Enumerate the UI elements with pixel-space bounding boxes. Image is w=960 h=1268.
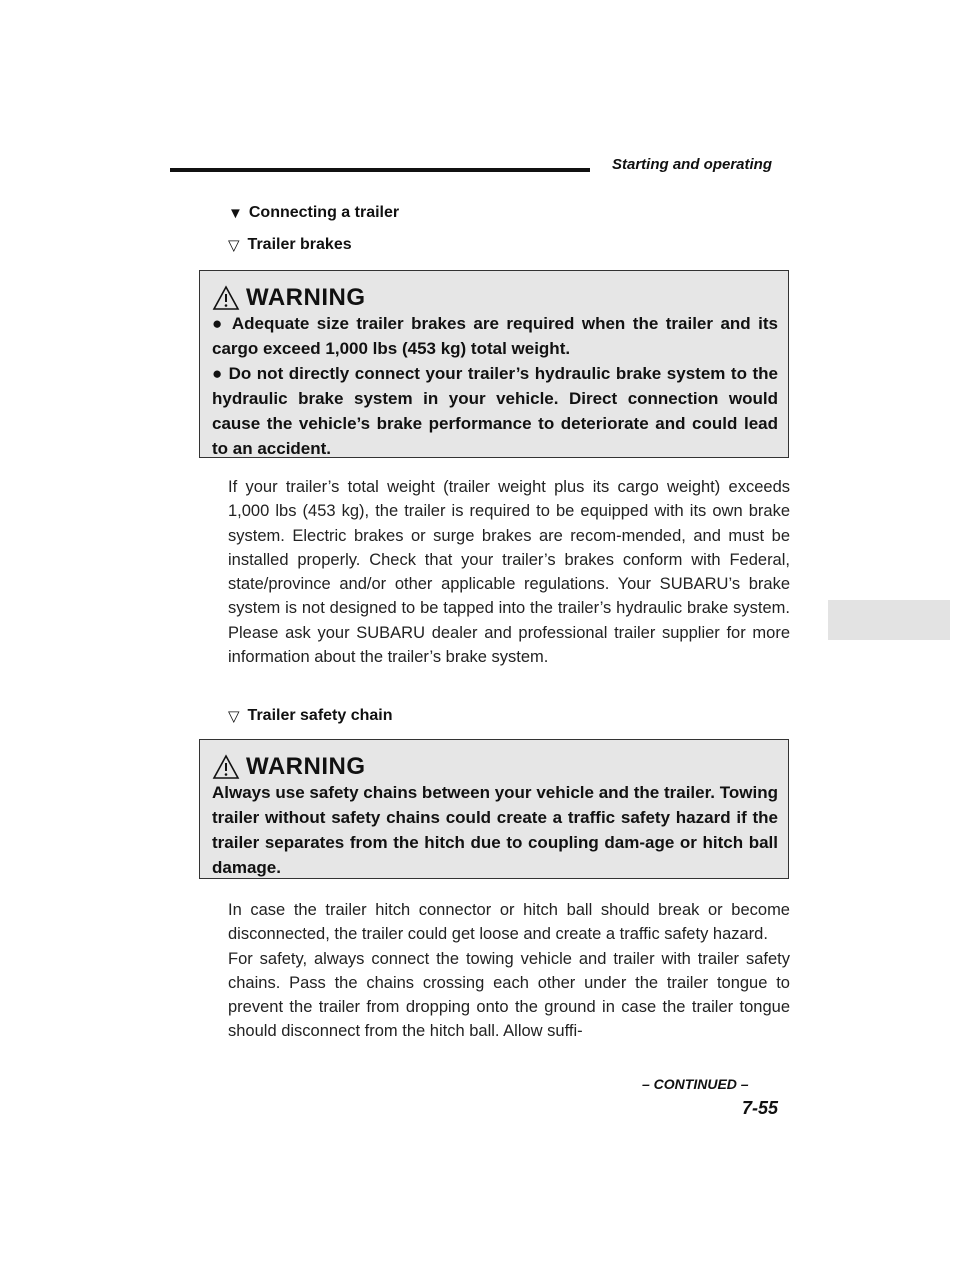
paragraph: For safety, always connect the towing vehicle and trailer with trailer safety chains. Pass the chains crossing each other under the trailer tongue to prevent the trailer from dropping onto the ground in case the trailer tongue should disconnect from the hitch ball. Allow suffi- xyxy=(228,949,790,1041)
chapter-tab xyxy=(828,600,950,640)
subsection-title: Trailer brakes xyxy=(247,236,352,253)
outline-triangle-icon: ▽ xyxy=(228,237,240,254)
warning-box-brakes xyxy=(199,270,789,458)
section-title: Connecting a trailer xyxy=(248,204,400,221)
subsection-title: Trailer safety chain xyxy=(247,707,393,724)
outline-triangle-icon: ▽ xyxy=(228,708,240,725)
continued-label: – CONTINUED – xyxy=(642,1076,749,1092)
filled-triangle-icon: ▼ xyxy=(228,204,243,222)
warning-title: WARNING xyxy=(246,284,366,311)
body-paragraph-brakes xyxy=(228,475,790,669)
warning-item: ● Adequate size trailer brakes are required when the trailer and its cargo exceed 1,000 lbs (453 kg) total weight. xyxy=(212,314,778,358)
warning-box-chain xyxy=(199,739,789,879)
subsection-heading-chain xyxy=(228,707,393,725)
warning-triangle-icon xyxy=(212,285,240,311)
body-paragraph-chain xyxy=(228,898,790,1044)
subsection-heading-brakes xyxy=(228,236,352,254)
warning-item: ● Do not directly connect your trailer’s hydraulic brake system to the hydraulic brake system in your vehicle. Direct connection would cause the vehicle’s brake performance to deteriorate and could lead to an accident. xyxy=(212,364,778,458)
warning-header xyxy=(212,281,778,311)
section-heading xyxy=(228,204,399,222)
paragraph: If your trailer’s total weight (trailer weight plus its cargo weight) exceeds 1,000 lbs (453 kg), the trailer is required to be equipped with its own brake system. Electric brakes or surge brakes are recom-mended, and must be installed properly. Check that your trailer’s brakes conform with Federal, state/province and/or other applicable regulations. Your SUBARU’s brake system is not designed to be tapped into the trailer’s hydraulic brake system. Please ask your SUBARU dealer and professional trailer supplier for more information about the trailer’s brake system. xyxy=(228,478,790,667)
warning-triangle-icon xyxy=(212,754,240,780)
warning-title: WARNING xyxy=(246,753,366,780)
paragraph: In case the trailer hitch connector or hitch ball should break or become disconnected, the trailer could get loose and create a traffic safety hazard. xyxy=(228,901,790,944)
header-rule xyxy=(170,168,590,172)
warning-header xyxy=(212,750,778,780)
page-number: 7-55 xyxy=(742,1098,779,1118)
warning-text: Always use safety chains between your vehicle and the trailer. Towing trailer without safety chains could create a traffic safety hazard if the trailer separates from the hitch due to coupling dam-age or hitch ball damage. xyxy=(212,783,778,877)
running-header: Starting and operating xyxy=(612,156,773,173)
